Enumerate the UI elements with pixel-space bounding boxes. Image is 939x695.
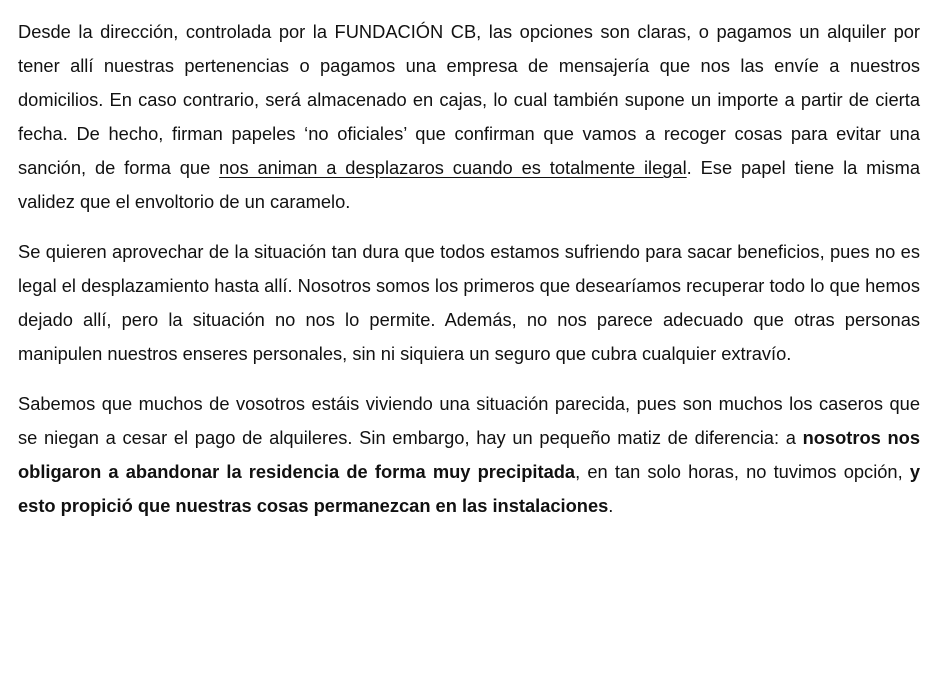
paragraph-3-text-end: . (608, 495, 614, 516)
document-body (18, 15, 920, 539)
paragraph-3-text-start: Sabemos que muchos de vosotros estáis viviendo una situación parecida, pues son muchos los caseros que se niegan a cesar el pago de alquileres. Sin embargo, hay un pequeño matiz de diferencia: a (18, 393, 920, 448)
paragraph-1-text-end: . Ese papel tiene la misma validez que el envoltorio de un caramelo. (18, 157, 920, 212)
paragraph-2 (18, 235, 920, 371)
bold-phrase-1: nosotros nos obligaron a abandonar la residencia de forma muy precipitada (18, 427, 920, 482)
paragraph-1 (18, 15, 920, 219)
paragraph-3-text-middle: , en tan solo horas, no tuvimos opción, (575, 461, 910, 482)
paragraph-2-text: Se quieren aprovechar de la situación tan dura que todos estamos sufriendo para sacar beneficios, pues no es legal el desplazamiento hasta allí. Nosotros somos los primeros que desearíamos recuperar todo lo que hemos dejado allí, pero la situación no nos lo permite. Además, no nos parece adecuado que otras personas manipulen nuestros enseres personales, sin ni siquiera un seguro que cubra cualquier extravío. (18, 241, 920, 364)
underlined-phrase: nos animan a desplazaros cuando es totalmente ilegal (219, 157, 687, 178)
bold-phrase-2: y esto propició que nuestras cosas permanezcan en las instalaciones (18, 461, 920, 516)
paragraph-1-text-start: Desde la dirección, controlada por la FUNDACIÓN CB, las opciones son claras, o pagamos un alquiler por tener allí nuestras pertenencias o pagamos una empresa de mensajería que nos las envíe a nuestros domicilios. En caso contrario, será almacenado en cajas, lo cual también supone un importe a partir de cierta fecha. De hecho, firman papeles ‘no oficiales’ que confirman que vamos a recoger cosas para evitar una sanción, de forma que (18, 21, 920, 178)
paragraph-3 (18, 387, 920, 523)
